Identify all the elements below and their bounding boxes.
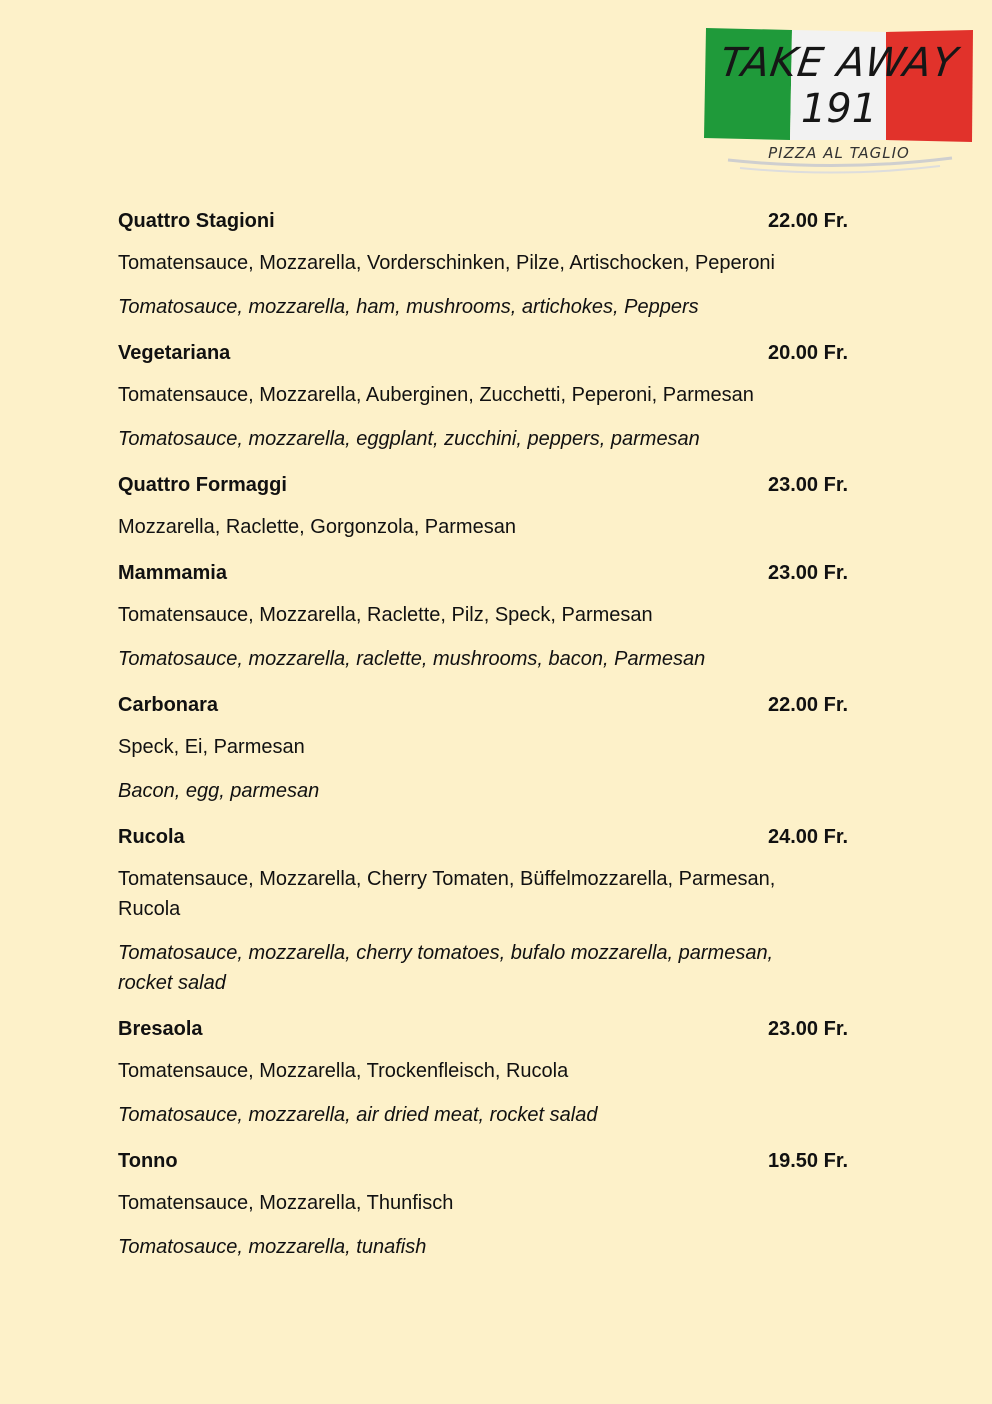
menu-item-price: 23.00 Fr. bbox=[768, 474, 849, 496]
menu-item-ingredients-de: Tomatensauce, Mozzarella, Thunfisch bbox=[118, 1192, 454, 1214]
menu-item-price: 22.00 Fr. bbox=[768, 694, 849, 716]
menu-item-ingredients-en: Tomatosauce, mozzarella, eggplant, zucchini, peppers, parmesan bbox=[118, 428, 700, 450]
menu-item bbox=[118, 820, 858, 998]
menu-item-name: Quattro Stagioni bbox=[118, 210, 275, 232]
menu-item-name: Mammamia bbox=[118, 562, 227, 584]
logo-subtitle: PIZZA AL TAGLIO bbox=[768, 144, 910, 162]
menu-item-header bbox=[118, 556, 858, 600]
menu-item-name: Carbonara bbox=[118, 694, 219, 716]
menu-item-ingredients-en: Bacon, egg, parmesan bbox=[118, 780, 320, 802]
menu-item-price: 19.50 Fr. bbox=[768, 1150, 849, 1172]
menu-item-price: 24.00 Fr. bbox=[768, 826, 849, 848]
menu-item-header bbox=[118, 1012, 858, 1056]
menu-item-price: 20.00 Fr. bbox=[768, 342, 849, 364]
menu-item bbox=[118, 1012, 858, 1130]
menu-item-ingredients-en: Tomatosauce, mozzarella, raclette, mushrooms, bacon, Parmesan bbox=[118, 648, 706, 670]
menu-item-price: 23.00 Fr. bbox=[768, 562, 849, 584]
menu-item-ingredients-en: Tomatosauce, mozzarella, tunafish bbox=[118, 1236, 427, 1258]
menu-item-header bbox=[118, 820, 858, 864]
logo-number: 191 bbox=[800, 86, 878, 132]
logo-title: TAKE AWAY bbox=[717, 40, 961, 86]
menu-item-header bbox=[118, 204, 858, 248]
menu-item-price: 22.00 Fr. bbox=[768, 210, 849, 232]
menu-item-ingredients-en: Tomatosauce, mozzarella, ham, mushrooms, artichokes, Peppers bbox=[118, 296, 699, 318]
menu-item bbox=[118, 688, 858, 806]
menu-item-ingredients-de: Tomatensauce, Mozzarella, Trockenfleisch, Rucola bbox=[118, 1060, 569, 1082]
menu-item-header bbox=[118, 688, 858, 732]
menu-item-name: Bresaola bbox=[118, 1018, 203, 1040]
menu-item-ingredients-en: Tomatosauce, mozzarella, air dried meat, rocket salad bbox=[118, 1104, 598, 1126]
menu-item-header bbox=[118, 468, 858, 512]
menu-item-header bbox=[118, 336, 858, 380]
menu-item-ingredients-de: Tomatensauce, Mozzarella, Cherry Tomaten, Büffelmozzarella, Parmesan, Rucola bbox=[118, 868, 776, 920]
menu-item-ingredients-de: Tomatensauce, Mozzarella, Vorderschinken, Pilze, Artischocken, Peperoni bbox=[118, 252, 776, 274]
menu-item-name: Rucola bbox=[118, 826, 185, 848]
menu-item-ingredients-de: Mozzarella, Raclette, Gorgonzola, Parmesan bbox=[118, 516, 516, 538]
menu-item-ingredients-en: Tomatosauce, mozzarella, cherry tomatoes, bufalo mozzarella, parmesan, rocket salad bbox=[118, 942, 774, 994]
menu-item bbox=[118, 204, 858, 322]
menu-item bbox=[118, 1144, 858, 1262]
menu-item-name: Quattro Formaggi bbox=[118, 474, 287, 496]
menu-item bbox=[118, 336, 858, 454]
menu-item bbox=[118, 556, 858, 674]
menu-item-name: Tonno bbox=[118, 1150, 178, 1172]
menu-item bbox=[118, 468, 858, 542]
pizza-menu bbox=[118, 204, 858, 1276]
menu-item-price: 23.00 Fr. bbox=[768, 1018, 849, 1040]
menu-item-ingredients-de: Tomatensauce, Mozzarella, Auberginen, Zucchetti, Peperoni, Parmesan bbox=[118, 384, 754, 406]
menu-item-name: Vegetariana bbox=[118, 342, 231, 364]
menu-item-header bbox=[118, 1144, 858, 1188]
restaurant-logo bbox=[700, 20, 978, 185]
menu-item-ingredients-de: Speck, Ei, Parmesan bbox=[118, 736, 305, 758]
menu-item-ingredients-de: Tomatensauce, Mozzarella, Raclette, Pilz, Speck, Parmesan bbox=[118, 604, 653, 626]
